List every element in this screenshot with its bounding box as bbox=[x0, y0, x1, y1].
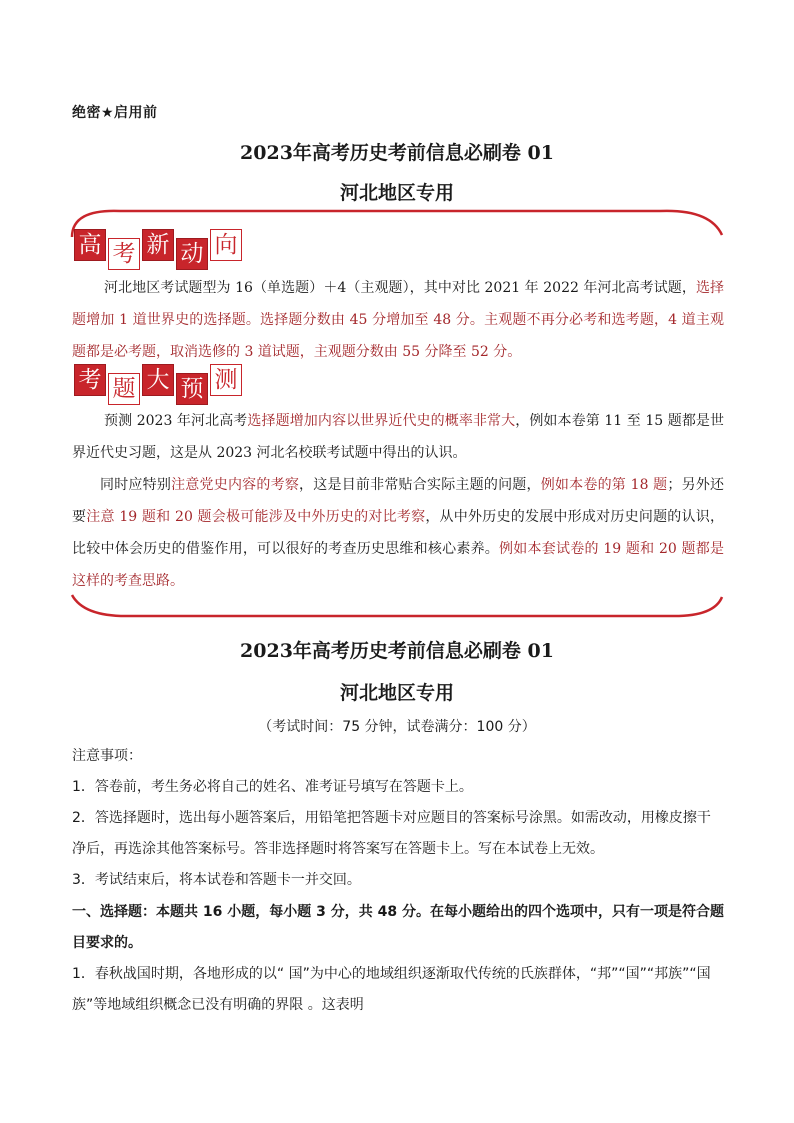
text-run: ，例如本卷第 11 至 15 题都是世界近代史习题，这是从 2023 河北名校联考试题中得出的认识。 bbox=[72, 413, 725, 461]
paragraph-new-trend bbox=[72, 272, 724, 368]
text-run-highlight: 例如本套试卷的 19 题和 20 题都是这样的考查思路。 bbox=[72, 541, 724, 589]
section-1-heading: 一、选择题：本题共 16 小题，每小题 3 分，共 48 分。在每小题给出的四个选项中，只有一项是符合题目要求的。 bbox=[72, 904, 724, 951]
text-run-highlight: 选择题增加 1 道世界史的选择题。选择题分数由 45 分增加至 48 分。主观题不再分必考和选考题，4 道主观题都是必考题，取消选修的 3 道试题，主观题分数由 55 分降至 52 分。 bbox=[72, 280, 725, 360]
exam-title: 2023年高考历史考前信息必刷卷 01 bbox=[240, 640, 554, 662]
text-run: 预测 2023 年河北高考 bbox=[104, 413, 248, 429]
exam-time-info: （考试时间：75 分钟，试卷满分：100 分） bbox=[258, 719, 536, 735]
banner-char: 考 bbox=[74, 364, 106, 396]
paragraph-prediction bbox=[72, 405, 724, 469]
note-2: 2．答选择题时，选出每小题答案后，用铅笔把答题卡对应题目的答案标号涂黑。如需改动，用橡皮擦干净后，再选涂其他答案标号。答非选择题时将答案写在答题卡上。写在本试卷上无效。 bbox=[72, 810, 711, 857]
page-subtitle: 河北地区专用 bbox=[339, 182, 454, 204]
question-1: 1．春秋战国时期，各地形成的以“ 国”为中心的地域组织逐渐取代传统的氏族群体，“邦”“国”“邦族”“国族”等地域组织概念已没有明确的界限 。这表明 bbox=[72, 966, 711, 1013]
text-run: ；另外还要 bbox=[72, 477, 725, 525]
notes-heading: 注意事项： bbox=[72, 748, 142, 764]
banner-gaokao-xindongxiang bbox=[74, 233, 242, 270]
paragraph-party-history bbox=[72, 469, 724, 597]
banner-char: 向 bbox=[210, 229, 242, 261]
text-run: ，这是目前非常贴合实际主题的问题， bbox=[299, 477, 541, 493]
banner-char: 动 bbox=[176, 238, 208, 270]
banner-char: 预 bbox=[176, 373, 208, 405]
note-1: 1．答卷前，考生务必将自己的姓名、准考证号填写在答题卡上。 bbox=[72, 779, 473, 795]
text-run-highlight: 选择题增加内容以世界近代史的概率非常大 bbox=[247, 413, 516, 429]
text-run: 河北地区考试题型为 16（单选题）＋4（主观题），其中对比 2021 年 2022 年河北高考试题， bbox=[104, 280, 696, 296]
text-run-highlight: 例如本卷的第 18 题 bbox=[540, 477, 668, 493]
text-run-highlight: 注意党史内容的考察 bbox=[171, 477, 300, 493]
text-run: 同时应特别 bbox=[100, 477, 172, 493]
banner-char: 题 bbox=[108, 373, 140, 405]
note-3: 3．考试结束后，将本试卷和答题卡一并交回。 bbox=[72, 872, 361, 888]
exam-subtitle: 河北地区专用 bbox=[339, 682, 454, 704]
page-title: 2023年高考历史考前信息必刷卷 01 bbox=[240, 142, 554, 164]
banner-char: 高 bbox=[74, 229, 106, 261]
banner-char: 考 bbox=[108, 238, 140, 270]
banner-kaoti-dayuce bbox=[74, 368, 242, 405]
banner-char: 测 bbox=[210, 364, 242, 396]
secret-mark: 绝密★启用前 bbox=[72, 105, 158, 121]
banner-char: 大 bbox=[142, 364, 174, 396]
text-run-highlight: 注意 19 题和 20 题会极可能涉及中外历史的对比考察 bbox=[86, 509, 426, 525]
banner-char: 新 bbox=[142, 229, 174, 261]
text-run: ，从中外历史的发展中形成对历史问题的认识，比较中体会历史的借鉴作用，可以很好的考查历史思维和核心素养。 bbox=[72, 509, 725, 557]
